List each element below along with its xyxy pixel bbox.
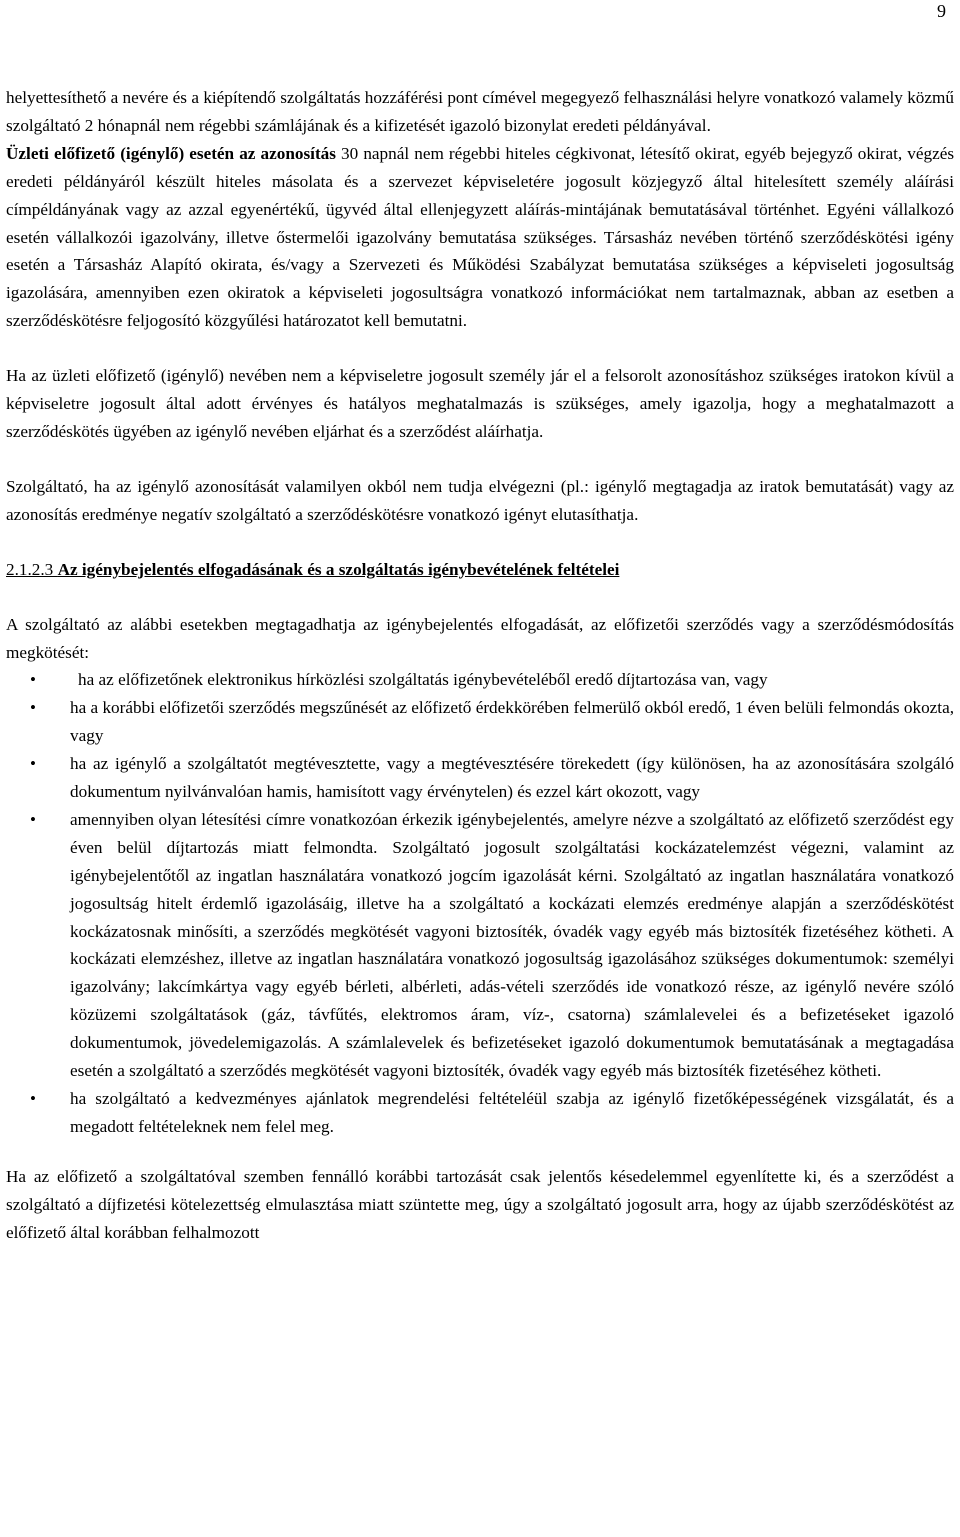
business-identification-lead: Üzleti előfizető (igénylő) esetén az azonosítás <box>6 143 336 163</box>
bullet-icon: • <box>30 670 36 690</box>
bullet-icon: • <box>30 754 36 774</box>
list-item <box>6 750 954 806</box>
list-item <box>6 694 954 750</box>
spacer <box>6 1141 954 1163</box>
list-item-text: ha az igénylő a szolgáltatót megtévesztette, vagy a megtévesztésére törekedett (így különösen, ha az azonosítására szolgáló dokumentum nyilvánvalóan hamis, hamisított vagy érvénytelen) és ezzel kárt okozott, vagy <box>70 754 954 802</box>
list-item-text: ha az előfizetőnek elektronikus hírközlési szolgáltatás igénybevételéből eredő díjtartozása van, vagy <box>78 670 768 690</box>
paragraph-late-payment: Ha az előfizető a szolgáltatóval szemben fennálló korábbi tartozását csak jelentős késedelemmel egyenlítette ki, és a szerződést a szolgáltató a díjfizetési kötelezettség elmulasztása miatt szüntette meg, úgy a szolgáltató jogosult arra, hogy az újabb szerződéskötést az előfizető által korábban felhalmozott <box>6 1166 954 1242</box>
section-number: 2.1.2.3 <box>6 559 58 579</box>
spacer <box>6 584 954 611</box>
paragraph-authorization: Ha az üzleti előfizető (igénylő) nevében nem a képviseletre jogosult személy jár el a felsorolt azonosításhoz szükséges iratokon kívül a képviseletre jogosult által adott érvényes és hatályos meghatalmazás is szükséges, amely igazolja, hogy a meghatalmazott a szerződéskötés ügyében az igénylő nevében eljárhat és a szerződést aláírhatja. <box>6 366 954 441</box>
spacer <box>6 529 954 556</box>
section-heading <box>6 556 954 584</box>
paragraph-identification-refusal: Szolgáltató, ha az igénylő azonosítását valamilyen okból nem tudja elvégezni (pl.: igénylő megtagadja az iratok bemutatását) vagy az azonosítás eredménye negatív szolgáltató a szerződéskötésre vonatkozó igényt elutasíthatja. <box>6 476 954 524</box>
paragraph-identification-individual: helyettesíthető a nevére és a kiépítendő szolgáltatás hozzáférési pont címével megegyező felhasználási helyre vonatkozó valamely közmű szolgáltató 2 hónapnál nem régebbi számlájának és a kifizetését igazoló bizonylat eredeti példányával. <box>6 88 954 135</box>
list-item <box>6 666 954 694</box>
spacer <box>6 446 954 473</box>
spacer <box>6 335 954 362</box>
list-item-text: ha a korábbi előfizetői szerződés megszűnését az előfizető érdekkörében felmerülő okból eredő, 1 éven belüli felmondás okozta, vagy <box>70 698 954 746</box>
bullet-icon: • <box>30 1089 36 1108</box>
paragraph-refusal-intro: A szolgáltató az alábbi esetekben megtagadhatja az igénybejelentés elfogadását, az előfizetői szerződés vagy a szerződésmódosítás megkötését: <box>6 614 954 662</box>
business-identification-text: 30 napnál nem régebbi hiteles cégkivonat, létesítő okirat, egyéb bejegyző okirat, végzés eredeti példányáról készült hiteles másolata és a szervezet képviseletére jogosult közjegyző által hitelesített személy aláírási címpéldányának vagy az azzal egyenértékű, ügyvéd által ellenjegyzett aláírás-mintájának bemutatásával történhet. Egyéni vállalkozó esetén vállalkozói igazolvány, illetve őstermelői igazolvány bemutatása szükséges. Társasház nevében történő szerződéskötési igény esetén a Társasház Alapító okirata, és/vagy a Szervezeti és Működési Szabályzat bemutatása szükséges a képviseleti jogosultság igazolására, amennyiben ezen okiratok a képviseleti jogosultságra vonatkozó információkat nem tartalmaznak, abban az esetben a szerződéskötésre feljogosító közgyűlési határozatot kell bemutatni. <box>6 143 955 331</box>
page-number: 9 <box>937 1 946 21</box>
refusal-conditions-list <box>6 666 954 1140</box>
list-item <box>6 806 954 1085</box>
bullet-icon: • <box>30 809 36 829</box>
list-item-text: ha szolgáltató a kedvezményes ajánlatok megrendelési feltételéül szabja az igénylő fizetőképességének vizsgálatát, és a megadott feltételeknek nem felel meg. <box>70 1089 954 1136</box>
list-item <box>6 1085 954 1141</box>
section-title: Az igénybejelentés elfogadásának és a szolgáltatás igénybevételének feltételei <box>57 559 620 579</box>
paragraph-business-identification <box>6 140 954 335</box>
document-body <box>6 84 954 1247</box>
bullet-icon: • <box>30 698 36 718</box>
list-item-text: amennyiben olyan létesítési címre vonatkozóan érkezik igénybejelentés, amelyre nézve a szolgáltató az előfizető szerződést egy éven belül díjtartozás miatt felmondta. Szolgáltató jogosult szolgáltatási kockázatelemzést végezni, valamint az igénybejelentőtől az ingatlan használatára vonatkozó jogcím igazolását kérni. Szolgáltató az ingatlan használatára vonatkozó jogosultság hitelt érdemlő igazolásáig, illetve ha a szolgáltató a kockázati elemzés eredménye alapján a szerződéskötést kockázatosnak minősíti, a szerződés megkötését vagyoni biztosíték, óvadék vagy egyéb más biztosíték fizetéséhez kötheti. A kockázati elemzéshez, illetve az ingatlan használatára vonatkozó jogosultság igazolásához szükséges dokumentumok: személyi igazolvány; lakcímkártya vagy egyéb bérleti, albérleti, adás-vételi szerződés ide vonatkozó része, az igénylő nevére szóló közüzemi szolgáltatások (gáz, távfűtés, elektromos áram, víz-, csatorna) számlalevelei és a befizetéseket igazoló dokumentumok, jövedelemigazolás. A számlalevelek és befizetéseket igazoló dokumentumok bemutatásának a megtagadása esetén a szolgáltató a szerződés megkötését vagyoni biztosíték, óvadék vagy egyéb más biztosíték fizetéséhez kötheti. <box>70 809 954 1081</box>
